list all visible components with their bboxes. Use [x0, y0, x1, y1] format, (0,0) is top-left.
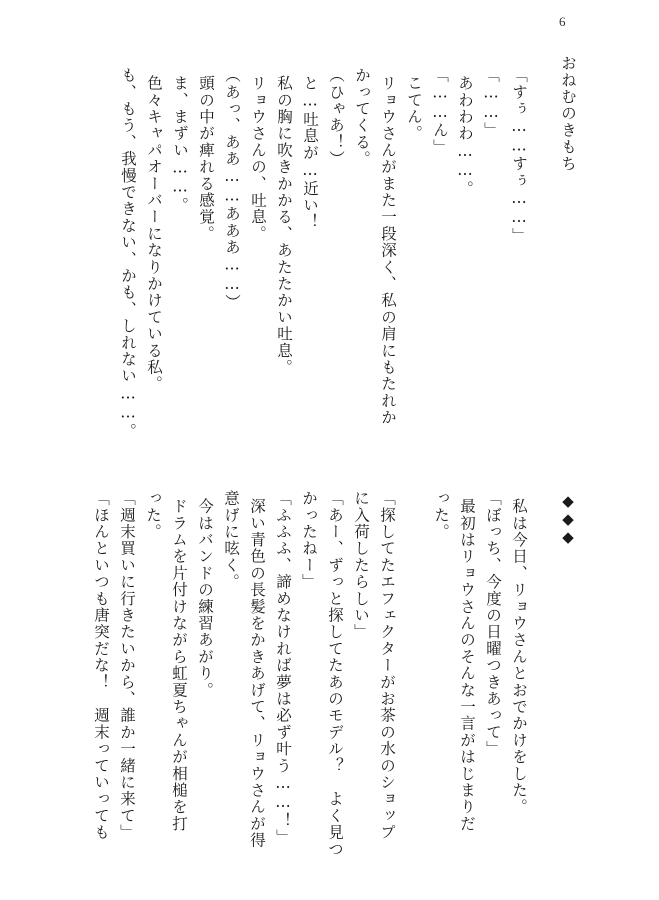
text-line: かってくる。 [353, 67, 371, 168]
text-line: 「……」 [482, 67, 500, 139]
text-line: ドラムを片付けながら虹夏ちゃんが相槌を打 [170, 498, 188, 832]
text-line: （あっ、ああ……あああ……） [223, 67, 241, 311]
text-line: 「ふふふ、諦めなければ夢は必ず叶う……！」 [274, 490, 292, 846]
text-line: 「あー、ずっと探してたあのモデル？ よく見つ [326, 490, 344, 858]
text-line: こてん。 [405, 75, 423, 142]
text-line: 「週末買いに行きたいから、誰か一緒に来て」 [118, 490, 136, 841]
text-line: 私の胸に吹きかかる、あたたかい吐息。 [275, 75, 293, 376]
text-line: あわわわ……。 [456, 75, 474, 197]
text-line: 「ほんといつも唐突だな！ 週末っていっても [92, 490, 110, 841]
text-line: リョウさんがまた一段深く、私の肩にもたれか [379, 75, 397, 426]
text-line: 「……ん」 [431, 67, 449, 156]
chapter-title: おねむのきもち [559, 55, 577, 172]
text-line: 今はバンドの練習あがり。 [196, 498, 214, 699]
text-line: 頭の中が痺れる感覚。 [197, 75, 215, 242]
page-number: 6 [559, 14, 566, 29]
text-line: った。 [432, 490, 450, 541]
text-line: 「探してたエフェクターがお茶の水のショップ [378, 490, 396, 841]
text-line: も、もう、我慢できない、かも、しれない……。 [119, 67, 137, 440]
text-line: 最初はリョウさんのそんな一言がはじまりだ [458, 498, 476, 832]
text-line: と…吐息が…近い！ [301, 75, 319, 231]
section-divider: ◆◆◆ [559, 492, 577, 546]
text-line: ま、まずい……。 [171, 75, 189, 214]
text-line: （ひゃあ！） [327, 67, 345, 168]
text-line: かったねー」 [300, 490, 318, 591]
text-line: リョウさんの、吐息。 [249, 75, 267, 242]
text-line: 「ぼっち、今度の日曜つきあって」 [484, 490, 502, 758]
text-line: った。 [144, 490, 162, 541]
text-line: 私は今日、リョウさんとおでかけをした。 [510, 498, 528, 816]
text-line: 深い青色の長髪をかきあげて、リョウさんが得 [248, 498, 266, 849]
text-line: 「すぅ……すぅ……」 [510, 67, 528, 244]
text-line: 色々キャパオーバーになりかけている私。 [145, 75, 163, 393]
text-line: 意げに呟く。 [222, 490, 240, 591]
text-line: に入荷したらしい」 [352, 490, 370, 641]
